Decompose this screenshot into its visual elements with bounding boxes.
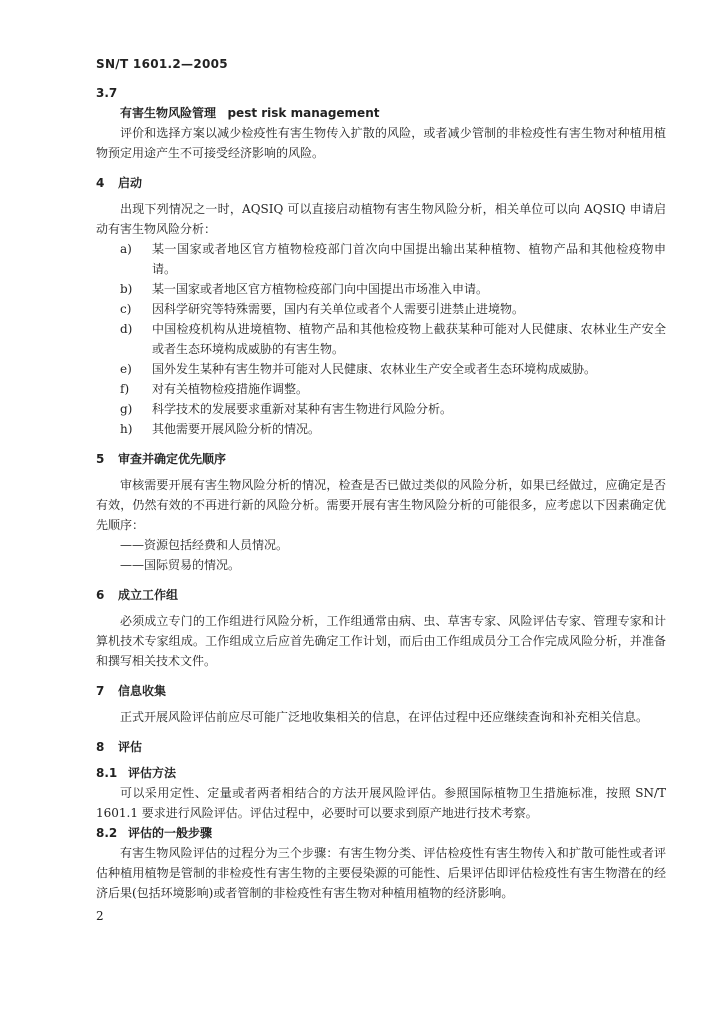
list-label: b) bbox=[120, 282, 133, 296]
section-intro: 出现下列情况之一时，AQSIQ 可以直接启动植物有害生物风险分析，相关单位可以向 AQSIQ 申请启动有害生物风险分析： bbox=[96, 202, 666, 236]
list-item bbox=[96, 239, 666, 279]
list-item bbox=[96, 399, 666, 419]
list-label: h) bbox=[120, 422, 133, 436]
list-text: 国外发生某种有害生物并可能对人民健康、农林业生产安全或者生态环境构成威胁。 bbox=[152, 362, 597, 376]
subsection-number: 8.2 bbox=[96, 826, 118, 840]
section-title: 成立工作组 bbox=[118, 588, 179, 602]
list-text: 因科学研究等特殊需要，国内有关单位或者个人需要引进禁止进境物。 bbox=[152, 302, 525, 316]
list-label: f) bbox=[120, 382, 130, 396]
section-number: 4 bbox=[96, 176, 105, 190]
section-paragraph: 必须成立专门的工作组进行风险分析，工作组通常由病、虫、草害专家、风险评估专家、管理专家和计算机技术专家组成。工作组成立后应首先确定工作计划，而后由工作组成员分工合作完成风险分析，并准备和撰写相关技术文件。 bbox=[96, 614, 666, 668]
list-item bbox=[96, 379, 666, 399]
document-body bbox=[96, 83, 666, 903]
subsection-number: 8.1 bbox=[96, 766, 118, 780]
page-number: 2 bbox=[96, 909, 104, 923]
section-heading bbox=[96, 449, 666, 469]
list-text: 对有关植物检疫措施作调整。 bbox=[152, 382, 309, 396]
clause-number: 3.7 bbox=[96, 86, 118, 100]
section-heading bbox=[96, 681, 666, 701]
section-number: 5 bbox=[96, 452, 105, 466]
list-text: 科学技术的发展要求重新对某种有害生物进行风险分析。 bbox=[152, 402, 453, 416]
list-text: 某一国家或者地区官方植物检疫部门向中国提出市场准入申请。 bbox=[152, 282, 489, 296]
subsection-heading bbox=[96, 823, 666, 843]
list-item bbox=[96, 319, 666, 359]
list-item bbox=[96, 299, 666, 319]
section-heading bbox=[96, 737, 666, 757]
list-label: d) bbox=[120, 322, 133, 336]
list-text: 中国检疫机构从进境植物、植物产品和其他检疫物上截获某种可能对人民健康、农林业生产安全或者生态环境构成威胁的有害生物。 bbox=[152, 322, 666, 356]
section-paragraph: 正式开展风险评估前应尽可能广泛地收集相关的信息，在评估过程中还应继续查询和补充相关信息。 bbox=[120, 710, 649, 724]
term-en: pest risk management bbox=[227, 106, 380, 120]
section-6 bbox=[96, 585, 666, 671]
section-title: 审查并确定优先顺序 bbox=[118, 452, 227, 466]
list-label: g) bbox=[120, 402, 133, 416]
section-title: 启动 bbox=[118, 176, 143, 190]
condition-list bbox=[96, 239, 666, 439]
term-definition: 评价和选择方案以减少检疫性有害生物传入扩散的风险，或者减少管制的非检疫性有害生物对种植用植物预定用途产生不可接受经济影响的风险。 bbox=[96, 126, 666, 160]
section-7 bbox=[96, 681, 666, 727]
dash-item: ——资源包括经费和人员情况。 bbox=[120, 538, 289, 552]
subsection-heading bbox=[96, 763, 666, 783]
list-item bbox=[96, 279, 666, 299]
list-item bbox=[96, 419, 666, 439]
term-zh: 有害生物风险管理 bbox=[120, 106, 217, 120]
section-title: 信息收集 bbox=[118, 684, 167, 698]
section-heading bbox=[96, 173, 666, 193]
list-label: c) bbox=[120, 302, 132, 316]
list-text: 某一国家或者地区官方植物检疫部门首次向中国提出输出某种植物、植物产品和其他检疫物申请。 bbox=[152, 242, 666, 276]
section-title: 评估 bbox=[118, 740, 143, 754]
term-line bbox=[120, 103, 666, 123]
subsection-paragraph: 有害生物风险评估的过程分为三个步骤：有害生物分类、评估检疫性有害生物传入和扩散可能性或者评估种植用植物是管制的非检疫性有害生物的主要侵染源的可能性、后果评估即评估检疫性有害生物潜在的经济后果(包括环境影响)或者管制的非检疫性有害生物对种植用植物的经济影响。 bbox=[96, 846, 666, 900]
section-number: 7 bbox=[96, 684, 105, 698]
section-number: 6 bbox=[96, 588, 105, 602]
subsection-paragraph: 可以采用定性、定量或者两者相结合的方法开展风险评估。参照国际植物卫生措施标准，按照 SN/T 1601.1 要求进行风险评估。评估过程中，必要时可以要求到原产地进行技术考察。 bbox=[96, 786, 666, 820]
clause-3-7 bbox=[96, 83, 666, 163]
list-label: e) bbox=[120, 362, 132, 376]
section-8 bbox=[96, 737, 666, 903]
section-number: 8 bbox=[96, 740, 105, 754]
standard-number-header: SN/T 1601.2—2005 bbox=[96, 57, 228, 71]
list-text: 其他需要开展风险分析的情况。 bbox=[152, 422, 321, 436]
section-5 bbox=[96, 449, 666, 575]
section-paragraph: 审核需要开展有害生物风险分析的情况，检查是否已做过类似的风险分析，如果已经做过，应确定是否有效，仍然有效的不再进行新的风险分析。需要开展有害生物风险分析的可能很多，应考虑以下因素确定优先顺序： bbox=[96, 478, 666, 532]
subsection-title: 评估方法 bbox=[128, 766, 177, 780]
subsection-title: 评估的一般步骤 bbox=[128, 826, 213, 840]
list-label: a) bbox=[120, 242, 132, 256]
section-heading bbox=[96, 585, 666, 605]
list-item bbox=[96, 359, 666, 379]
section-4 bbox=[96, 173, 666, 439]
dash-item: ——国际贸易的情况。 bbox=[120, 558, 241, 572]
